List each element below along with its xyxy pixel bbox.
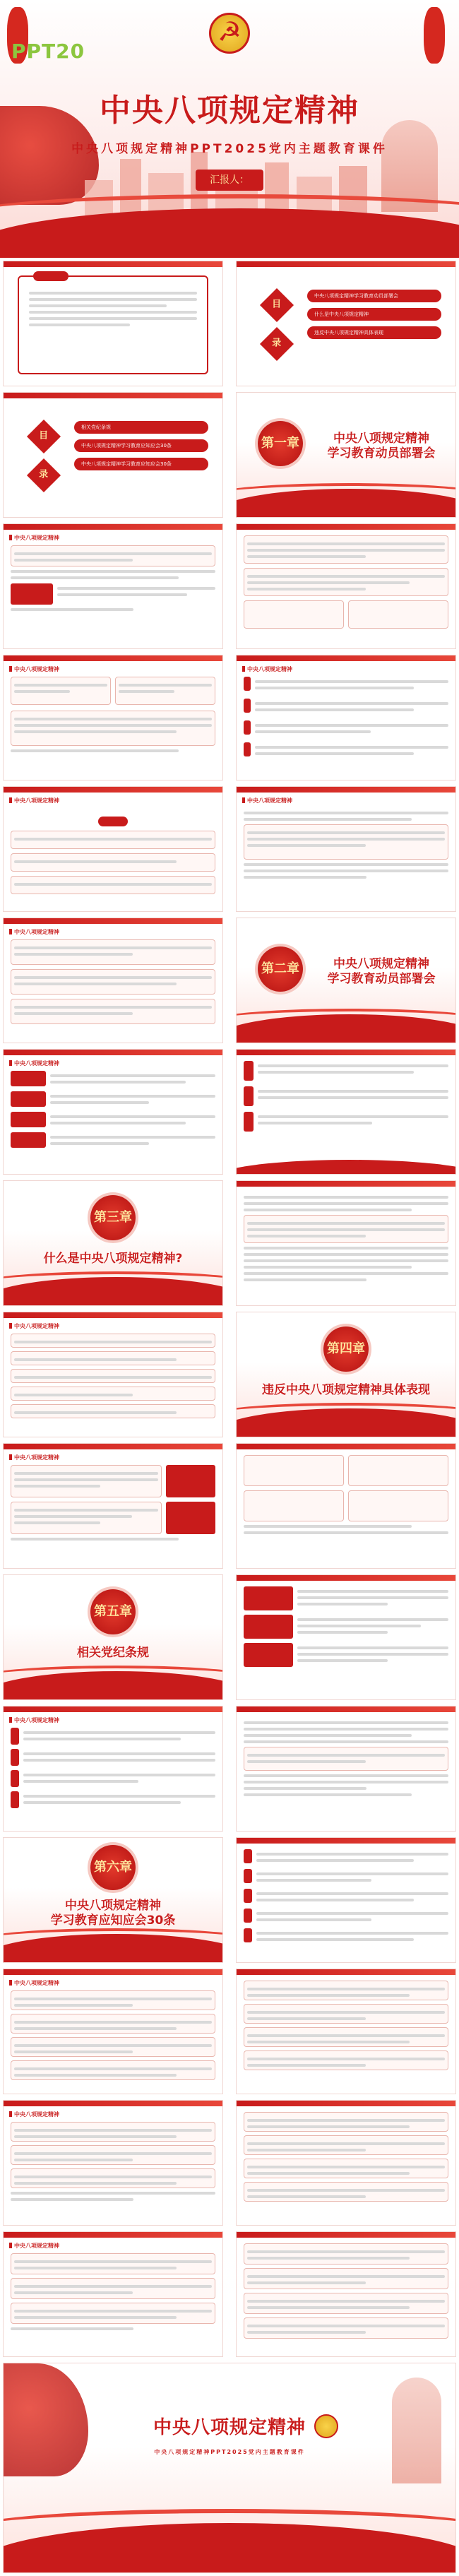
slide-content-18[interactable] (4, 1969, 222, 2094)
chapter-badge: 第四章 (323, 1326, 369, 1372)
toc-mark-2: 录 (260, 327, 294, 361)
slide-content-7[interactable] (4, 918, 222, 1043)
party-emblem-icon (209, 13, 250, 54)
toc-item-3[interactable]: 违反中央八项规定精神具体表现 (307, 326, 441, 339)
page-subtitle: 中央八项规定精神PPT2025党内主题教育课件 (71, 142, 388, 156)
slide-topbar (237, 1181, 455, 1187)
red-wave (4, 1934, 222, 1962)
slide-topbar (237, 1969, 455, 1975)
chapter-badge: 第六章 (90, 1845, 136, 1890)
slide-topbar (237, 524, 455, 530)
toc-item-6[interactable]: 中央八项规定精神学习教育应知应会30条 (74, 458, 208, 470)
slide-body (244, 535, 448, 641)
slide-body (11, 1465, 215, 1561)
slide-body (11, 939, 215, 1035)
slide-body (11, 545, 215, 641)
slide-topbar (4, 1050, 222, 1055)
slide-content-4[interactable] (237, 655, 455, 780)
slide-topbar (4, 261, 222, 267)
slide-body (244, 1586, 448, 1692)
slide-body (244, 2112, 448, 2218)
slide-tag: 中央八项规定精神 (9, 1716, 59, 1724)
slide-tag: 中央八项规定精神 (9, 797, 59, 805)
slide-tag: 中央八项规定精神 (9, 1322, 59, 1330)
final-title: 中央八项规定精神 (153, 2417, 306, 2438)
slide-topbar (237, 1838, 455, 1844)
slide-topbar (237, 655, 455, 661)
slide-content-6[interactable] (237, 787, 455, 911)
red-wave (4, 1671, 222, 1699)
toc-mark-1: 目 (27, 420, 61, 453)
slide-chapter-2[interactable] (237, 918, 455, 1043)
slide-content-5[interactable] (4, 787, 222, 911)
final-subtitle: 中央八项规定精神PPT2025党内主题教育课件 (154, 2449, 305, 2455)
intro-frame (18, 275, 208, 374)
slide-body (244, 2243, 448, 2349)
slide-body (244, 677, 448, 773)
slide-body (11, 808, 215, 904)
slide-topbar (4, 655, 222, 661)
slide-content-15[interactable] (4, 1707, 222, 1831)
slide-content-23[interactable] (237, 2232, 455, 2356)
slide-topbar (237, 2232, 455, 2238)
slide-topbar (237, 261, 455, 267)
ppt20-logo: PPT20 (11, 40, 85, 63)
slide-chapter-1[interactable] (237, 393, 455, 517)
chapter-badge: 第一章 (258, 421, 303, 466)
slide-body (244, 1718, 448, 1824)
chapter-title: 中央八项规定精神 学习教育应知应会30条 (50, 1899, 176, 1928)
slide-tag: 中央八项规定精神 (9, 1060, 59, 1067)
toc-mark-2: 录 (27, 458, 61, 492)
slide-content-9[interactable] (237, 1050, 455, 1174)
slide-topbar (4, 918, 222, 924)
slide-final[interactable] (4, 2363, 455, 2572)
slide-toc-2[interactable] (4, 393, 222, 517)
slide-content-13[interactable] (237, 1444, 455, 1568)
slide-topbar (237, 1575, 455, 1581)
red-wave (237, 489, 455, 517)
chapter-title: 什么是中央八项规定精神? (43, 1252, 183, 1266)
slide-topbar (237, 1050, 455, 1055)
slide-tag: 中央八项规定精神 (242, 665, 292, 673)
slide-body (244, 1849, 448, 1955)
slide-topbar (4, 1444, 222, 1449)
slide-tag: 中央八项规定精神 (9, 1454, 59, 1461)
toc-list-right (307, 290, 441, 345)
slide-content-1[interactable] (4, 524, 222, 648)
slide-content-17[interactable] (237, 1838, 455, 1962)
slide-content-16[interactable] (237, 1707, 455, 1831)
toc-item-5[interactable]: 中央八项规定精神学习教育应知应会30条 (74, 439, 208, 452)
slide-content-12[interactable] (4, 1444, 222, 1568)
toc-item-1[interactable]: 中央八项规定精神学习教育动员部署会 (307, 290, 441, 302)
highlight-pill (98, 817, 129, 826)
chapter-title: 违反中央八项规定精神具体表现 (262, 1383, 430, 1397)
red-wave (237, 1014, 455, 1043)
slide-chapter-3[interactable] (4, 1181, 222, 1305)
ribbon-wave (4, 2509, 455, 2551)
slide-tag: 中央八项规定精神 (9, 1979, 59, 1987)
slide-content-3[interactable] (4, 655, 222, 780)
intro-label (33, 271, 68, 281)
slide-topbar (4, 524, 222, 530)
slide-content-22[interactable] (4, 2232, 222, 2356)
slide-content-11[interactable] (4, 1312, 222, 1437)
slide-body (11, 2253, 215, 2349)
slide-chapter-5[interactable] (4, 1575, 222, 1699)
slide-body (11, 677, 215, 773)
slide-content-21[interactable] (237, 2101, 455, 2225)
toc-item-2[interactable]: 什么是中央八项规定精神 (307, 308, 441, 321)
slide-body (244, 1061, 448, 1167)
slide-topbar (237, 2101, 455, 2106)
toc-mark-1: 目 (260, 288, 294, 322)
chapter-badge: 第二章 (258, 946, 303, 992)
slide-topbar (4, 787, 222, 793)
slide-topbar (4, 393, 222, 398)
slide-topbar (237, 1707, 455, 1712)
slide-intro[interactable] (4, 261, 222, 386)
chapter-badge: 第五章 (90, 1589, 136, 1634)
slide-tag: 中央八项规定精神 (9, 2111, 59, 2118)
slide-content-2[interactable] (237, 524, 455, 648)
slide-tag: 中央八项规定精神 (9, 928, 59, 936)
slide-content-20[interactable] (4, 2101, 222, 2225)
slide-body (11, 1334, 215, 1430)
red-wave (237, 1408, 455, 1437)
slide-tag: 中央八项规定精神 (242, 797, 292, 805)
chapter-title: 相关党纪条规 (77, 1646, 149, 1660)
toc-item-4[interactable]: 相关党纪条规 (74, 421, 208, 434)
slide-content-14[interactable] (237, 1575, 455, 1699)
slide-chapter-6[interactable] (4, 1838, 222, 1962)
chapter-badge: 第三章 (90, 1195, 136, 1240)
intro-text (29, 288, 197, 330)
red-wave (4, 1277, 222, 1305)
hero-banner (0, 0, 459, 258)
slide-topbar (237, 787, 455, 793)
slide-content-8[interactable] (4, 1050, 222, 1174)
slide-topbar (4, 1707, 222, 1712)
slide-content-19[interactable] (237, 1969, 455, 2094)
slide-body (11, 1990, 215, 2087)
slide-body (244, 1981, 448, 2087)
slide-topbar (4, 1969, 222, 1975)
slide-tag: 中央八项规定精神 (9, 665, 59, 673)
slide-topbar (237, 1444, 455, 1449)
slide-topbar (4, 1312, 222, 1318)
slide-body (11, 2122, 215, 2218)
slide-toc-1[interactable] (237, 261, 455, 386)
slide-body (244, 1455, 448, 1561)
slide-topbar (4, 2232, 222, 2238)
slide-chapter-4[interactable] (237, 1312, 455, 1437)
slide-body (11, 1071, 215, 1167)
slide-body (244, 1192, 448, 1298)
slide-topbar (4, 2101, 222, 2106)
chapter-title: 中央八项规定精神 学习教育动员部署会 (327, 957, 436, 987)
toc-list-left (74, 421, 208, 476)
slide-content-10[interactable] (237, 1181, 455, 1305)
slide-tag: 中央八项规定精神 (9, 2242, 59, 2250)
lantern-right-icon (424, 7, 445, 64)
chapter-title: 中央八项规定精神 学习教育动员部署会 (327, 432, 436, 461)
page-title: 中央八项规定精神 (100, 93, 359, 129)
slide-body (244, 808, 448, 904)
reporter-badge: 汇报人： (196, 170, 263, 191)
slide-body (11, 1728, 215, 1824)
slide-tag: 中央八项规定精神 (9, 534, 59, 542)
